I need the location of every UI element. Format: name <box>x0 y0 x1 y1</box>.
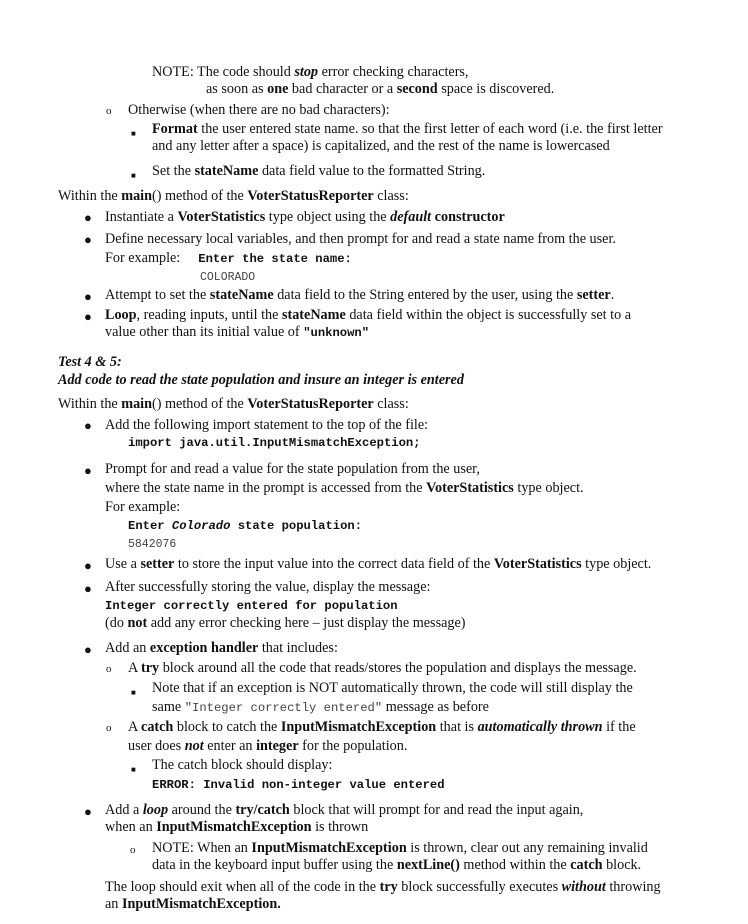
attempt-set-item: Attempt to set the stateName data field to the String entered by the user, using the setter. <box>105 287 615 303</box>
otherwise-item: Otherwise (when there are no bad characters): <box>128 102 390 118</box>
loop-exit-note: The loop should exit when all of the code in the try block successfully executes without throwing <box>105 879 661 895</box>
population-prompt-example: Enter Colorado state population: <box>128 519 363 533</box>
within-main-intro-2: Within the main() method of the VoterStatusReporter class: <box>58 396 409 412</box>
bullet-icon: ● <box>84 210 92 225</box>
square-bullet-icon: ■ <box>131 688 136 697</box>
exception-handler-item: Add an exception handler that includes: <box>105 640 338 656</box>
bullet-icon: ● <box>84 418 92 433</box>
loop-item: Loop, reading inputs, until the stateName data field within the object is successfully set to a <box>105 307 632 323</box>
catch-block-item-cont: user does not enter an integer for the population. <box>128 738 408 754</box>
population-input-example: 5842076 <box>128 538 177 551</box>
clear-buffer-note-cont: data in the keyboard input buffer using the nextLine() method within the catch block. <box>152 857 642 873</box>
bullet-icon: ● <box>84 232 92 247</box>
square-bullet-icon: ■ <box>131 129 136 138</box>
circle-bullet-icon: o <box>106 663 112 675</box>
bullet-icon: ● <box>84 558 92 573</box>
bullet-icon: ● <box>84 581 92 596</box>
circle-bullet-icon: o <box>106 105 112 117</box>
format-item: Format the user entered state name. so that the first letter of each word (i.e. the first letter <box>152 121 663 137</box>
no-error-checking-note: (do not add any error checking here – just display the message) <box>105 615 466 631</box>
add-loop-item-cont: when an InputMismatchException is thrown <box>105 819 369 835</box>
note-stop-checking: NOTE: The code should stop error checking characters, <box>152 64 469 80</box>
catch-display-note: The catch block should display: <box>152 757 333 773</box>
format-item-cont: and any letter after a space) is capitalized, and the rest of the name is lowercased <box>152 138 610 154</box>
note-stop-checking-cont: as soon as one bad character or a second space is discovered. <box>206 81 555 97</box>
success-message: Integer correctly entered for population <box>105 599 398 613</box>
test-subheading: Add code to read the state population and insure an integer is entered <box>58 372 464 388</box>
prompt-population-cont: where the state name in the prompt is accessed from the VoterStatistics type object. <box>105 480 584 496</box>
test-heading: Test 4 & 5: <box>58 354 122 370</box>
prompt-population-item: Prompt for and read a value for the state population from the user, <box>105 461 480 477</box>
bullet-icon: ● <box>84 309 92 324</box>
display-message-item: After successfully storing the value, display the message: <box>105 579 431 595</box>
bullet-icon: ● <box>84 289 92 304</box>
square-bullet-icon: ■ <box>131 765 136 774</box>
use-setter-item: Use a setter to store the input value into the correct data field of the VoterStatistics type object. <box>105 556 652 572</box>
import-item: Add the following import statement to the top of the file: <box>105 417 429 433</box>
example-prompt: For example: Enter the state name: <box>105 250 352 266</box>
bullet-icon: ● <box>84 804 92 819</box>
import-statement: import java.util.InputMismatchException; <box>128 436 421 450</box>
for-example-label: For example: <box>105 499 181 515</box>
try-block-item: A try block around all the code that reads/stores the population and displays the message. <box>128 660 637 676</box>
not-thrown-note: Note that if an exception is NOT automatically thrown, the code will still display the <box>152 680 633 696</box>
bullet-icon: ● <box>84 642 92 657</box>
error-message: ERROR: Invalid non-integer value entered <box>152 778 445 792</box>
within-main-intro: Within the main() method of the VoterStatusReporter class: <box>58 188 409 204</box>
loop-item-cont: value other than its initial value of "unknown" <box>105 324 370 340</box>
circle-bullet-icon: o <box>106 722 112 734</box>
square-bullet-icon: ■ <box>131 171 136 180</box>
set-statename-item: Set the stateName data field value to the formatted String. <box>152 163 486 179</box>
add-loop-item: Add a loop around the try/catch block that will prompt for and read the input again, <box>105 802 584 818</box>
define-variables-item: Define necessary local variables, and then prompt for and read a state name from the user. <box>105 231 616 247</box>
circle-bullet-icon: o <box>130 844 136 856</box>
catch-block-item: A catch block to catch the InputMismatchException that is automatically thrown if the <box>128 719 636 735</box>
not-thrown-note-cont: same "Integer correctly entered" message as before <box>152 699 489 715</box>
clear-buffer-note: NOTE: When an InputMismatchException is thrown, clear out any remaining invalid <box>152 840 648 856</box>
bullet-icon: ● <box>84 463 92 478</box>
example-input: COLORADO <box>200 271 256 284</box>
loop-exit-note-cont: an InputMismatchException. <box>105 896 281 912</box>
instantiate-item: Instantiate a VoterStatistics type object using the default constructor <box>105 209 505 225</box>
